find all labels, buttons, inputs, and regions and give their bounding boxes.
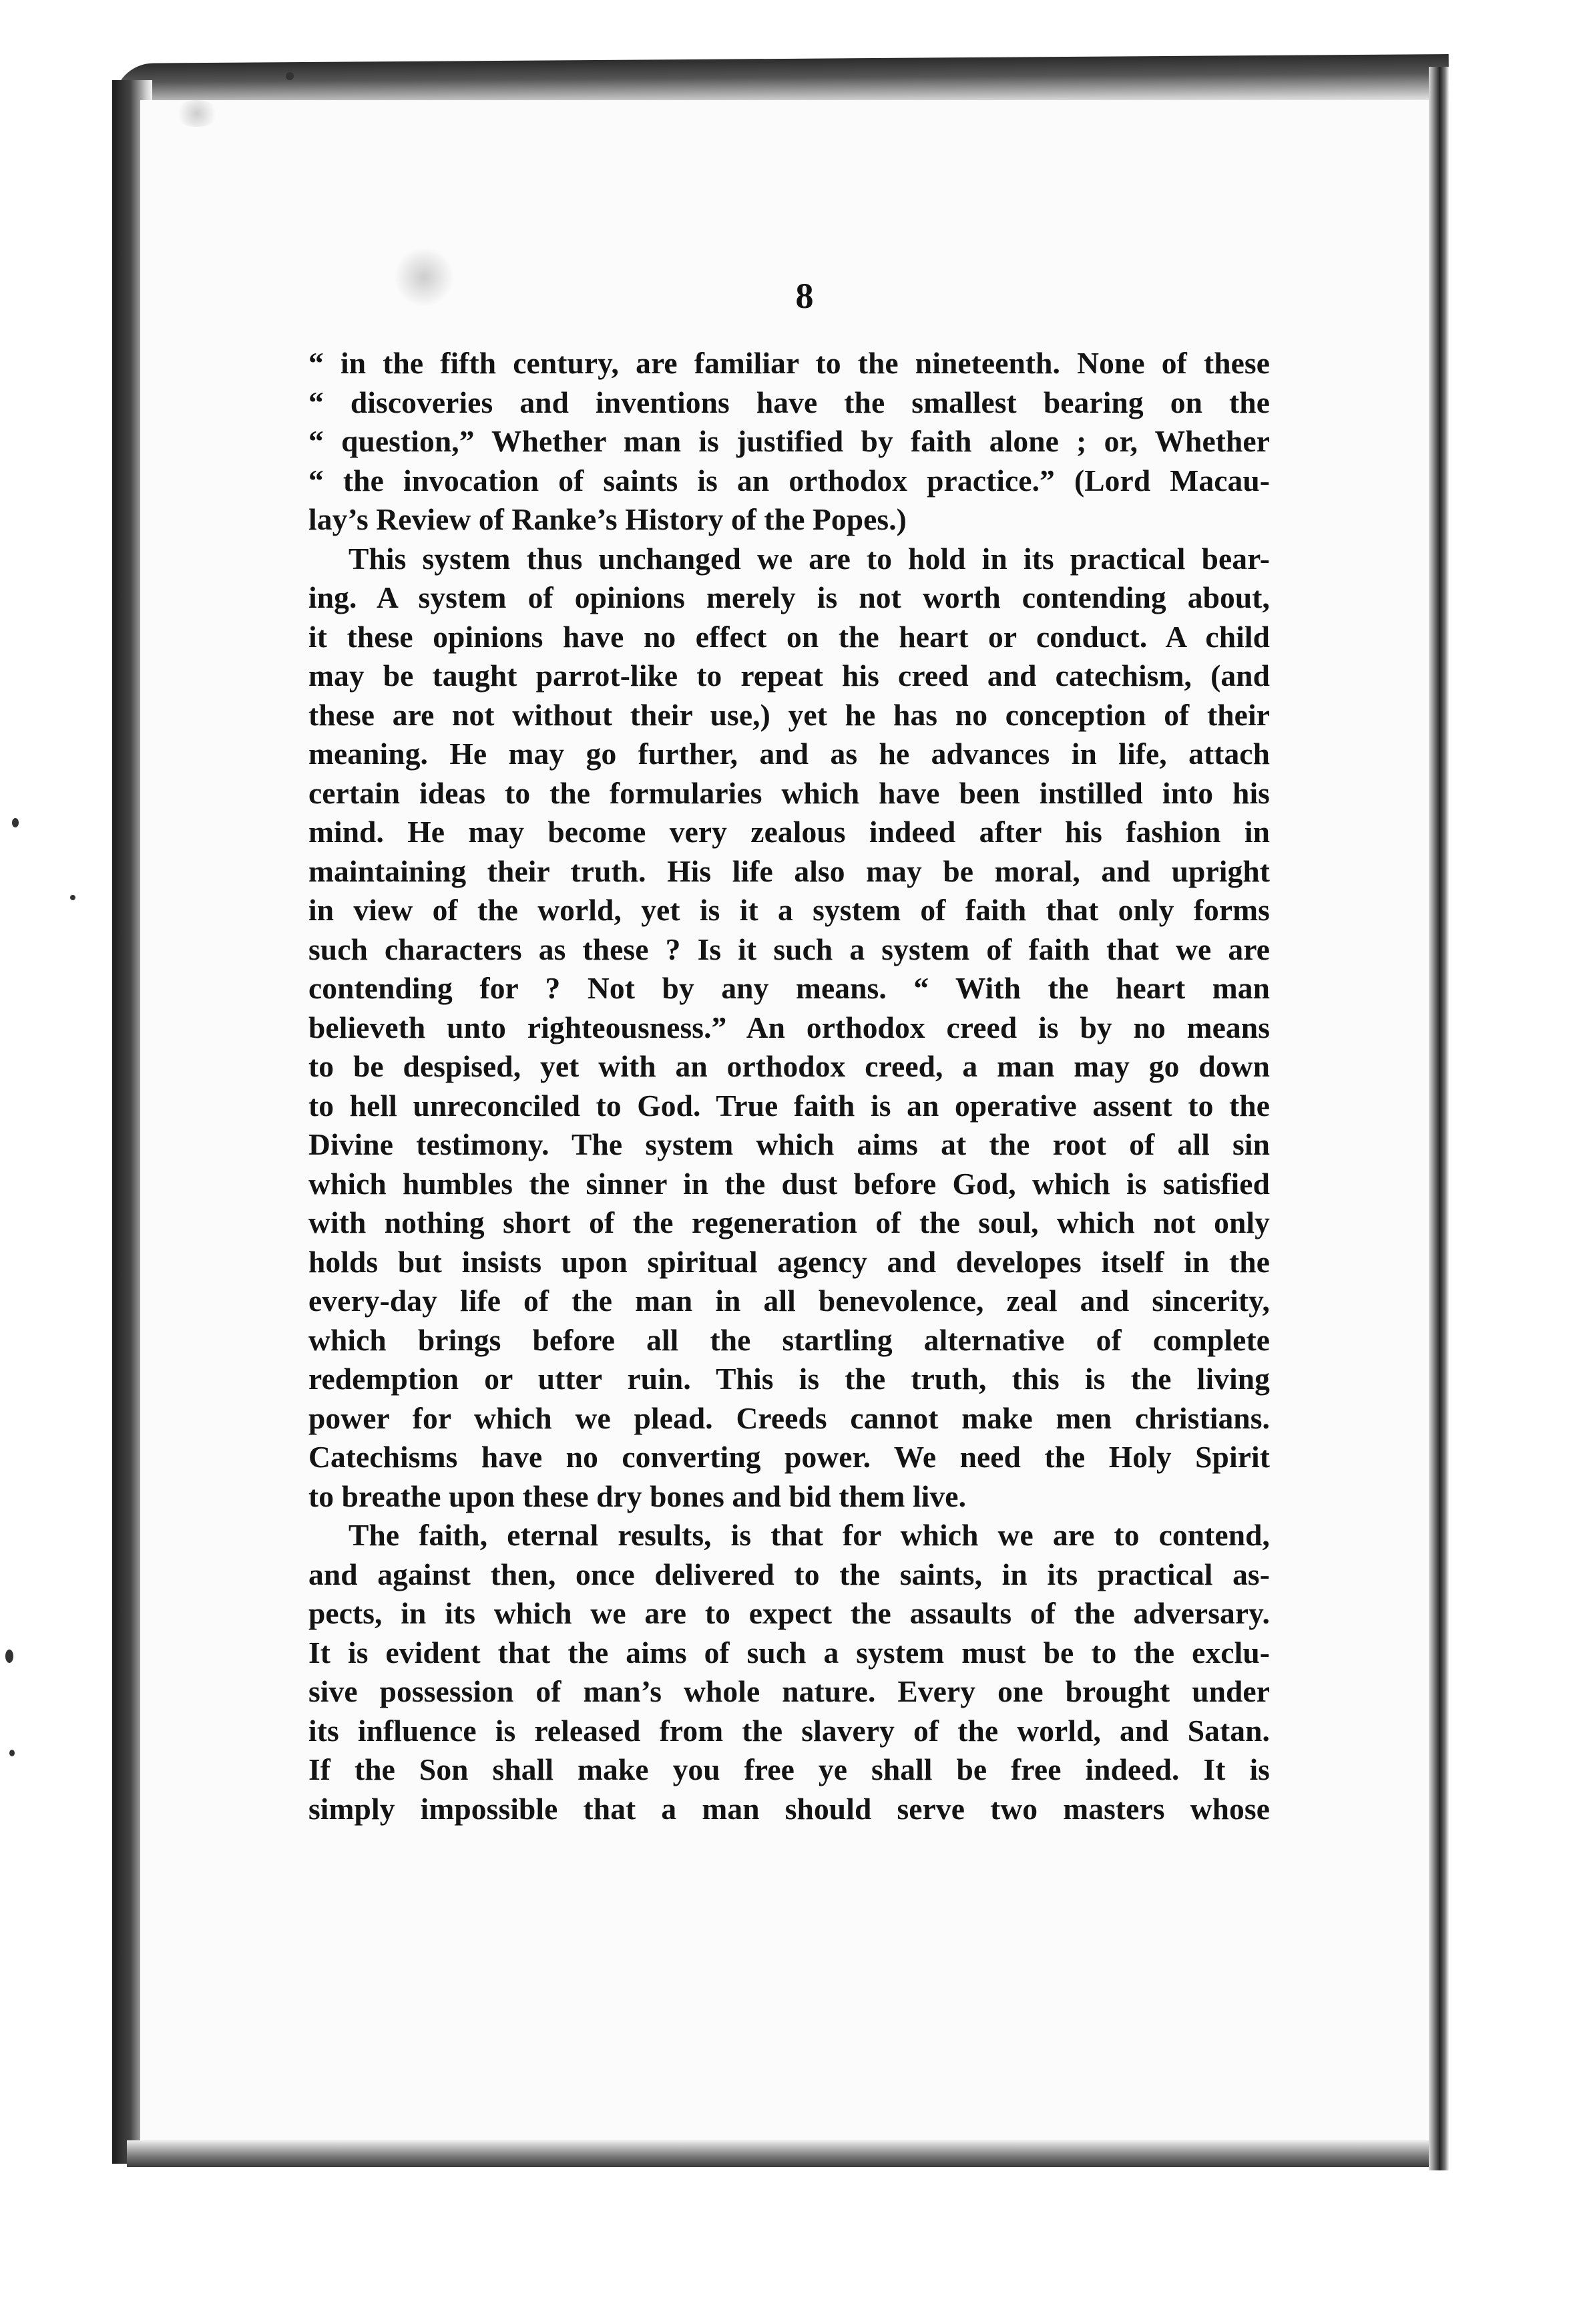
text-line: meaning. He may go further, and as he advances in life, attach: [308, 737, 1270, 771]
text-line: sive possession of man’s whole nature. Every one brought under: [308, 1674, 1270, 1708]
stray-ink-dot: [70, 895, 75, 900]
text-line: holds but insists upon spiritual agency and developes itself in the: [308, 1244, 1270, 1279]
text-line: If the Son shall make you free ye shall be free indeed. It is: [308, 1752, 1270, 1786]
text-line: redemption or utter ruin. This is the truth, this is the living: [308, 1362, 1270, 1396]
text-line: pects, in its which we are to expect the assaults of the adversary.: [308, 1596, 1270, 1630]
text-line: The faith, eternal results, is that for which we are to contend,: [349, 1518, 1270, 1552]
text-line: to be despised, yet with an orthodox creed, a man may go down: [308, 1049, 1270, 1083]
smudge-mark: [174, 100, 220, 127]
stray-ink-dot: [5, 1650, 13, 1663]
text-line: certain ideas to the formularies which have been instilled into his: [308, 775, 1270, 810]
text-line: which humbles the sinner in the dust before God, which is satisfied: [308, 1166, 1270, 1201]
text-line: “ the invocation of saints is an orthodox practice.” (Lord Macau-: [308, 463, 1270, 498]
text-line: Catechisms have no converting power. We need the Holy Spirit: [308, 1440, 1270, 1474]
text-line: mind. He may become very zealous indeed after his fashion in: [308, 815, 1270, 849]
text-line: power for which we plead. Creeds cannot make men christians.: [308, 1400, 1270, 1435]
text-line: simply impossible that a man should serve two masters whose: [308, 1791, 1270, 1826]
book-bottom-edge: [127, 2140, 1429, 2167]
text-line: “ in the fifth century, are familiar to the nineteenth. None of these: [308, 346, 1270, 380]
text-line: in view of the world, yet is it a system of faith that only forms: [308, 893, 1270, 927]
text-line: and against then, once delivered to the saints, in its practical as-: [308, 1557, 1270, 1591]
page-number: 8: [795, 276, 814, 316]
text-line: it these opinions have no effect on the heart or conduct. A child: [308, 619, 1270, 654]
text-line: its influence is released from the slavery of the world, and Satan.: [308, 1713, 1270, 1748]
text-line: ing. A system of opinions merely is not worth contending about,: [308, 580, 1270, 614]
text-line: to hell unreconciled to God. True faith is an operative assent to the: [308, 1088, 1270, 1123]
text-line: which brings before all the startling alternative of complete: [308, 1322, 1270, 1357]
stray-ink-dot: [286, 72, 294, 80]
text-line: may be taught parrot-like to repeat his creed and catechism, (and: [308, 658, 1270, 693]
book-gutter-edge: [1429, 67, 1449, 2170]
text-line: maintaining their truth. His life also may be moral, and upright: [308, 853, 1270, 888]
text-line: every-day life of the man in all benevolence, zeal and sincerity,: [308, 1284, 1270, 1318]
smudge-mark: [394, 247, 454, 307]
stray-ink-dot: [9, 1750, 15, 1756]
text-line: lay’s Review of Ranke’s History of the Popes.): [308, 502, 907, 536]
stray-ink-dot: [12, 818, 19, 827]
text-line: “ discoveries and inventions have the smallest bearing on the: [308, 385, 1270, 419]
text-line: This system thus unchanged we are to hold in its practical bear-: [349, 541, 1270, 576]
text-line: with nothing short of the regeneration of the soul, which not only: [308, 1205, 1270, 1239]
text-line: believeth unto righteousness.” An orthodox creed is by no means: [308, 1010, 1270, 1044]
text-line: contending for ? Not by any means. “ With the heart man: [308, 971, 1270, 1005]
text-line: to breathe upon these dry bones and bid them live.: [308, 1479, 967, 1513]
text-line: Divine testimony. The system which aims at the root of all sin: [308, 1127, 1270, 1161]
body-text: [308, 344, 1270, 1828]
text-line: It is evident that the aims of such a system must be to the exclu-: [308, 1635, 1270, 1670]
text-line: such characters as these ? Is it such a system of faith that we are: [308, 932, 1270, 966]
text-line: these are not without their use,) yet he has no conception of their: [308, 697, 1270, 732]
text-line: “ question,” Whether man is justified by faith alone ; or, Whether: [308, 424, 1270, 458]
